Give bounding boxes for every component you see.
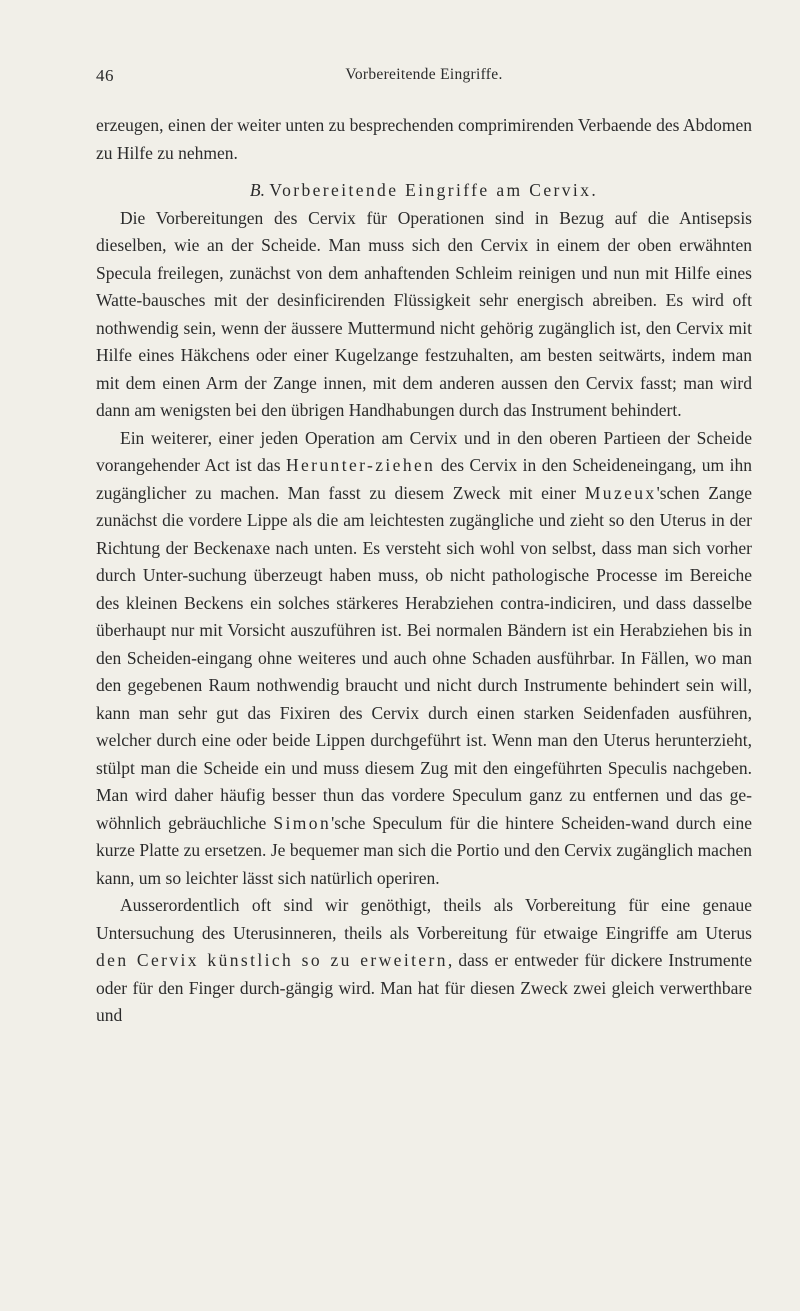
- section-title: Vorbereitende Eingriffe am Cervix.: [269, 180, 599, 200]
- page-number: 46: [96, 66, 114, 85]
- p3-emphasis-cervix: den Cervix künstlich so zu erweitern: [96, 950, 448, 970]
- p2-text-e: 'schen Zange zunächst die vordere Lippe als die am leichtesten zugängliche und zieht so den Uterus in der Richtung der Beckenaxe nach unten. Es versteht sich wohl von selbst, dass man sich vorher durch Unter-suchung überzeugt haben muss, ob nicht pathologische Processe im Bereiche des kleinen Beckens ein solches stärkeres Herabziehen contra-indiciren, und dass dasselbe überhaupt nur mit Vorsicht auszuführen ist. Bei normalen Bändern ist ein Herabziehen bis in den Scheiden-eingang ohne weiteres und auch ohne Schaden ausführbar. In Fällen, wo man den gegebenen Raum nothwendig braucht und nicht durch Instrumente behindert sein will, kann man sehr gut das Fixiren des Cervix durch einen starken Seidenfaden ausführen, welcher durch eine oder beide Lippen durchgeführt ist. Wenn man den Uterus herunterzieht, stülpt man die Scheide ein und muss diesem Zug mit den eingeführten Speculis nachgeben. Man wird daher häufig besser thun das vordere Speculum ganz zu entfernen und das ge-wöhnlich gebräuchliche: [96, 482, 752, 833]
- running-head: Vorbereitende Eingriffe.: [345, 66, 503, 83]
- paragraph-1: Die Vorbereitungen des Cervix für Operationen sind in Bezug auf die Antisepsis dieselben, wie an der Scheide. Man muss sich den Cervix in einem der oben erwähnten Specula freilegen, zunächst von dem anhaftenden Schleim reinigen und nun mit Hilfe eines Watte-bausches mit der desinficirenden Flüssigkeit sehr energisch abreiben. Es wird oft nothwendig sein, wenn der äussere Muttermund nicht gehörig zugänglich ist, den Cervix mit Hilfe eines Häkchens oder einer Kugelzange festzuhalten, am besten seitwärts, indem man mit dem einen Arm der Zange innen, mit dem anderen aussen den Cervix fasst; man wird dann am wenigsten bei den übrigen Handhabungen durch das Instrument behindert.: [96, 207, 752, 420]
- p2-text-g: 'sche Speculum für die hintere Scheiden-wand durch eine kurze Platte zu ersetzen. Je bequemer man sich die Portio und den Cervix zugänglich machen kann, um so leichter lässt sich natürlich operiren.: [96, 812, 752, 888]
- body-text: [96, 112, 752, 1030]
- section-letter: B.: [249, 180, 265, 200]
- section-heading: [96, 177, 752, 205]
- p2-text-c: des Cervix in den Scheideneingang, um ihn zugänglicher zu machen. Man fasst zu diesem Zweck mit einer: [96, 455, 752, 503]
- paragraph-3: [96, 892, 752, 1030]
- p3-text-c: , dass er entweder für dickere Instrumente oder für den Finger durch-gängig wird. Man hat für diesen Zweck zwei gleich verwerthbare und: [96, 950, 752, 1025]
- p2-text-a: Ein weiterer, einer jeden Operation am Cervix und in den oberen Partieen der Scheide vorangehender Act ist das: [96, 427, 752, 475]
- p3-text-a: Ausserordentlich oft sind wir genöthigt, theils als Vorbereitung für eine genaue Untersuchung des Uterusinneren, theils als Vorbereitung für etwaige Eingriffe am Uterus: [96, 895, 752, 943]
- p2-emphasis-herunterziehen: Herunter-ziehen: [285, 455, 436, 475]
- page-header: [96, 66, 752, 90]
- paragraph-continuation: erzeugen, einen der weiter unten zu besprechenden comprimirenden Verbaende des Abdomen zu Hilfe zu nehmen.: [96, 115, 752, 163]
- paragraph-2: [96, 425, 752, 893]
- p2-emphasis-muzeux: Muzeux: [584, 482, 657, 503]
- p2-emphasis-simon: Simon: [273, 812, 332, 833]
